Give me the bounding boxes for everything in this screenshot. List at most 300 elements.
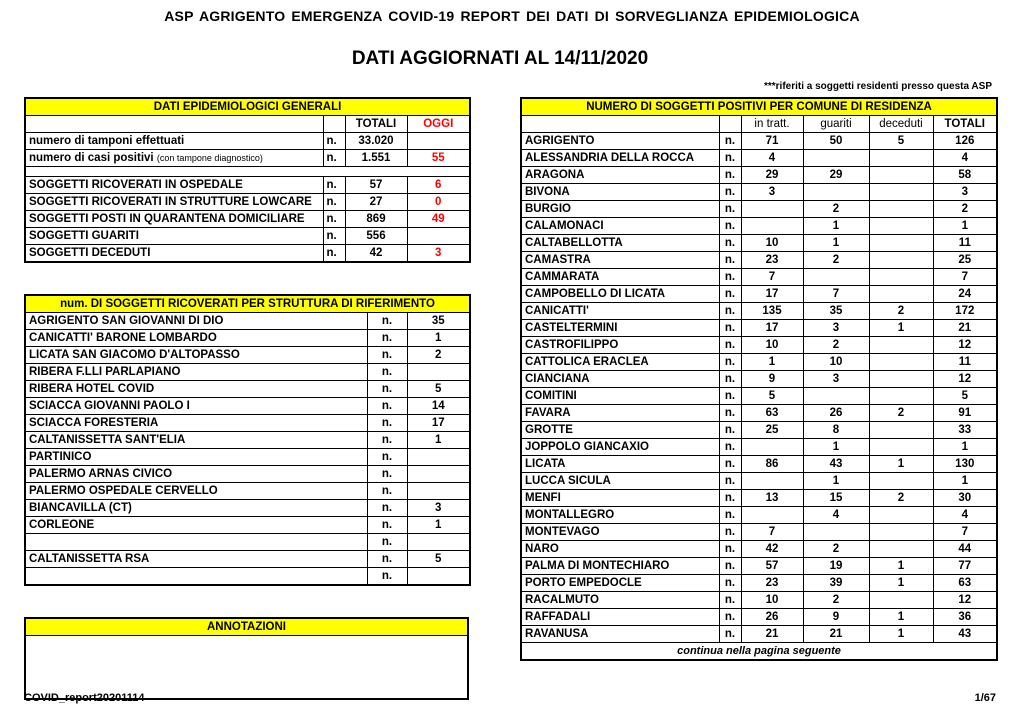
- deceased-value: [869, 388, 933, 405]
- row-label-text: SOGGETTI POSTI IN QUARANTENA DOMICILIARE: [29, 213, 305, 225]
- municipality-name: RAVANUSA: [521, 626, 719, 643]
- municipality-row: [521, 575, 997, 592]
- deceased-value: 1: [869, 320, 933, 337]
- structure-row: [25, 568, 470, 586]
- total-value: 1: [933, 439, 997, 456]
- recovered-value: 1: [803, 235, 869, 252]
- deceased-value: 2: [869, 303, 933, 320]
- structure-name: RIBERA HOTEL COVID: [25, 381, 367, 398]
- unit-label: n.: [719, 422, 741, 439]
- municipality-name: LICATA: [521, 456, 719, 473]
- deceased-value: [869, 592, 933, 609]
- total-value: 11: [933, 235, 997, 252]
- municipality-row: [521, 252, 997, 269]
- total-value: 57: [345, 177, 407, 194]
- general-data-table: [24, 97, 471, 263]
- recovered-value: 2: [803, 541, 869, 558]
- municipality-row: [521, 184, 997, 201]
- unit-label: n.: [719, 473, 741, 490]
- structure-row: [25, 466, 470, 483]
- recovered-value: 1: [803, 218, 869, 235]
- structure-row: [25, 415, 470, 432]
- structure-row: [25, 381, 470, 398]
- recovered-value: 19: [803, 558, 869, 575]
- structure-value: 1: [407, 432, 470, 449]
- total-value: 12: [933, 337, 997, 354]
- unit-label: n.: [719, 150, 741, 167]
- municipality-name: CALAMONACI: [521, 218, 719, 235]
- structure-name: RIBERA F.LLI PARLAPIANO: [25, 364, 367, 381]
- structure-name: SCIACCA GIOVANNI PAOLO I: [25, 398, 367, 415]
- total-value: 36: [933, 609, 997, 626]
- recovered-value: 10: [803, 354, 869, 371]
- in-treatment-value: 21: [741, 626, 803, 643]
- deceased-value: [869, 286, 933, 303]
- total-value: 30: [933, 490, 997, 507]
- in-treatment-value: [741, 507, 803, 524]
- municipality-row: [521, 422, 997, 439]
- municipality-name: RAFFADALI: [521, 609, 719, 626]
- recovered-value: 2: [803, 592, 869, 609]
- structure-row: [25, 500, 470, 517]
- structure-name: CALTANISSETTA RSA: [25, 551, 367, 568]
- general-row-label: [25, 211, 323, 228]
- structure-name: CORLEONE: [25, 517, 367, 534]
- municipality-name: MENFI: [521, 490, 719, 507]
- in-treatment-value: 10: [741, 592, 803, 609]
- recovered-value: 26: [803, 405, 869, 422]
- municipality-name: ALESSANDRIA DELLA ROCCA: [521, 150, 719, 167]
- deceased-value: 2: [869, 405, 933, 422]
- municipality-row: [521, 133, 997, 150]
- unit-label: n.: [719, 558, 741, 575]
- unit-label: n.: [719, 456, 741, 473]
- structures-table: [24, 294, 471, 586]
- total-value: 63: [933, 575, 997, 592]
- unit-label: n.: [719, 354, 741, 371]
- municipality-name: CAMPOBELLO DI LICATA: [521, 286, 719, 303]
- in-treatment-value: 7: [741, 269, 803, 286]
- in-treatment-value: 3: [741, 184, 803, 201]
- update-date-title: DATI AGGIORNATI AL 14/11/2020: [351, 48, 649, 69]
- unit-label: n.: [719, 592, 741, 609]
- municipality-row: [521, 490, 997, 507]
- general-row-label: [25, 245, 323, 263]
- unit-label: n.: [367, 449, 407, 466]
- recovered-value: 8: [803, 422, 869, 439]
- in-treatment-value: 71: [741, 133, 803, 150]
- unit-label: n.: [719, 388, 741, 405]
- municipality-row: [521, 371, 997, 388]
- row-label-text: SOGGETTI RICOVERATI IN STRUTTURE LOWCARE: [29, 196, 312, 208]
- in-treatment-value: 1: [741, 354, 803, 371]
- municipality-name: CIANCIANA: [521, 371, 719, 388]
- total-value: 1: [933, 473, 997, 490]
- unit-label: n.: [367, 398, 407, 415]
- recovered-value: 21: [803, 626, 869, 643]
- municipality-name: AGRIGENTO: [521, 133, 719, 150]
- unit-label: n.: [323, 194, 345, 211]
- today-value: [407, 133, 470, 150]
- recovered-value: 1: [803, 473, 869, 490]
- in-treatment-value: 135: [741, 303, 803, 320]
- general-row: [25, 177, 470, 194]
- recovered-value: [803, 184, 869, 201]
- col-guariti-header: guariti: [803, 116, 869, 133]
- today-value: 55: [407, 150, 470, 167]
- municipality-name: CANICATTI': [521, 303, 719, 320]
- structure-value: [407, 466, 470, 483]
- structure-name: CANICATTI' BARONE LOMBARDO: [25, 330, 367, 347]
- deceased-value: [869, 201, 933, 218]
- deceased-value: 1: [869, 609, 933, 626]
- unit-label: n.: [719, 371, 741, 388]
- structure-row: [25, 534, 470, 551]
- structure-name: CALTANISSETTA SANT'ELIA: [25, 432, 367, 449]
- in-treatment-value: [741, 218, 803, 235]
- recovered-value: 43: [803, 456, 869, 473]
- total-value: 130: [933, 456, 997, 473]
- total-value: 869: [345, 211, 407, 228]
- total-value: 1.551: [345, 150, 407, 167]
- unit-label: n.: [719, 439, 741, 456]
- total-value: 77: [933, 558, 997, 575]
- total-value: 33.020: [345, 133, 407, 150]
- deceased-value: [869, 235, 933, 252]
- structure-value: 3: [407, 500, 470, 517]
- deceased-value: [869, 184, 933, 201]
- unit-label: n.: [367, 330, 407, 347]
- municipality-name: MONTEVAGO: [521, 524, 719, 541]
- total-value: 4: [933, 507, 997, 524]
- structure-value: [407, 534, 470, 551]
- deceased-value: 1: [869, 626, 933, 643]
- unit-label: n.: [719, 337, 741, 354]
- total-value: 21: [933, 320, 997, 337]
- in-treatment-value: 25: [741, 422, 803, 439]
- recovered-value: [803, 150, 869, 167]
- structure-value: 14: [407, 398, 470, 415]
- unit-label: n.: [323, 211, 345, 228]
- unit-label: n.: [719, 235, 741, 252]
- total-value: 11: [933, 354, 997, 371]
- unit-label: n.: [719, 303, 741, 320]
- unit-label: n.: [367, 500, 407, 517]
- municipality-row: [521, 592, 997, 609]
- structure-name: SCIACCA FORESTERIA: [25, 415, 367, 432]
- recovered-value: 1: [803, 439, 869, 456]
- unit-label: n.: [719, 541, 741, 558]
- col-in-tratt-header: in tratt.: [741, 116, 803, 133]
- in-treatment-value: 13: [741, 490, 803, 507]
- row-label-text: SOGGETTI DECEDUTI: [29, 247, 151, 259]
- structure-row: [25, 398, 470, 415]
- unit-label: n.: [367, 364, 407, 381]
- municipality-row: [521, 303, 997, 320]
- unit-label: n.: [367, 534, 407, 551]
- general-data-title: DATI EPIDEMIOLOGICI GENERALI: [25, 98, 470, 116]
- total-value: 25: [933, 252, 997, 269]
- recovered-value: 15: [803, 490, 869, 507]
- in-treatment-value: 63: [741, 405, 803, 422]
- municipality-row: [521, 201, 997, 218]
- annotations-table: [24, 617, 469, 700]
- total-value: 27: [345, 194, 407, 211]
- unit-label: n.: [719, 609, 741, 626]
- in-treatment-value: 23: [741, 252, 803, 269]
- structure-value: 5: [407, 551, 470, 568]
- unit-label: n.: [719, 201, 741, 218]
- structure-row: [25, 330, 470, 347]
- unit-label: n.: [719, 320, 741, 337]
- row-label-text: SOGGETTI GUARITI: [29, 230, 139, 242]
- today-value: 6: [407, 177, 470, 194]
- recovered-value: 9: [803, 609, 869, 626]
- general-row: [25, 245, 470, 263]
- municipality-name: NARO: [521, 541, 719, 558]
- total-value: 43: [933, 626, 997, 643]
- unit-label: n.: [719, 269, 741, 286]
- municipality-row: [521, 337, 997, 354]
- row-label-subtext: (con tampone diagnostico): [156, 153, 263, 163]
- in-treatment-value: 10: [741, 235, 803, 252]
- structure-value: 1: [407, 330, 470, 347]
- unit-label: n.: [719, 405, 741, 422]
- deceased-value: [869, 252, 933, 269]
- residents-note: ***riferiti a soggetti residenti presso questa ASP: [763, 81, 992, 92]
- structure-row: [25, 551, 470, 568]
- deceased-value: [869, 541, 933, 558]
- general-row: [25, 211, 470, 228]
- in-treatment-value: 17: [741, 320, 803, 337]
- total-value: 7: [933, 269, 997, 286]
- today-value: 0: [407, 194, 470, 211]
- in-treatment-value: 5: [741, 388, 803, 405]
- general-row-label: [25, 194, 323, 211]
- structure-value: [407, 364, 470, 381]
- municipality-row: [521, 626, 997, 643]
- municipality-name: CAMMARATA: [521, 269, 719, 286]
- total-value: 4: [933, 150, 997, 167]
- recovered-value: 3: [803, 320, 869, 337]
- municipality-name: MONTALLEGRO: [521, 507, 719, 524]
- unit-label: n.: [323, 150, 345, 167]
- municipality-row: [521, 320, 997, 337]
- spacer-row: [25, 167, 470, 177]
- municipality-row: [521, 439, 997, 456]
- recovered-value: 29: [803, 167, 869, 184]
- recovered-value: 2: [803, 201, 869, 218]
- total-value: 44: [933, 541, 997, 558]
- unit-label: n.: [367, 381, 407, 398]
- row-label-text: SOGGETTI RICOVERATI IN OSPEDALE: [29, 179, 243, 191]
- structure-value: 2: [407, 347, 470, 364]
- in-treatment-value: 7: [741, 524, 803, 541]
- structure-row: [25, 449, 470, 466]
- recovered-value: [803, 524, 869, 541]
- deceased-value: 1: [869, 456, 933, 473]
- municipality-name: GROTTE: [521, 422, 719, 439]
- structure-name: AGRIGENTO SAN GIOVANNI DI DIO: [25, 313, 367, 330]
- structures-title: num. DI SOGGETTI RICOVERATI PER STRUTTURA DI RIFERIMENTO: [25, 295, 470, 313]
- unit-label: n.: [367, 415, 407, 432]
- municipality-name: PORTO EMPEDOCLE: [521, 575, 719, 592]
- footer-page-number: 1/67: [974, 692, 996, 704]
- in-treatment-value: 10: [741, 337, 803, 354]
- municipality-name: CAMASTRA: [521, 252, 719, 269]
- municipality-row: [521, 524, 997, 541]
- today-value: [407, 228, 470, 245]
- unit-label: n.: [719, 507, 741, 524]
- municipality-row: [521, 558, 997, 575]
- municipality-name: PALMA DI MONTECHIARO: [521, 558, 719, 575]
- municipality-name: CATTOLICA ERACLEA: [521, 354, 719, 371]
- municipality-name: CASTELTERMINI: [521, 320, 719, 337]
- municipality-name: BIVONA: [521, 184, 719, 201]
- in-treatment-value: [741, 439, 803, 456]
- general-row-label: [25, 133, 323, 150]
- total-value: 5: [933, 388, 997, 405]
- deceased-value: [869, 337, 933, 354]
- structure-row: [25, 517, 470, 534]
- general-row-label: [25, 177, 323, 194]
- in-treatment-value: 42: [741, 541, 803, 558]
- unit-label: n.: [323, 177, 345, 194]
- deceased-value: [869, 150, 933, 167]
- unit-label: n.: [367, 347, 407, 364]
- deceased-value: [869, 218, 933, 235]
- deceased-value: 2: [869, 490, 933, 507]
- recovered-value: 50: [803, 133, 869, 150]
- structure-name: PALERMO OSPEDALE CERVELLO: [25, 483, 367, 500]
- footer-filename: COVID_report20201114: [24, 692, 145, 704]
- structure-name: PALERMO ARNAS CIVICO: [25, 466, 367, 483]
- deceased-value: 1: [869, 575, 933, 592]
- row-label-text: numero di tamponi effettuati: [29, 135, 185, 147]
- structure-name: [25, 534, 367, 551]
- recovered-value: [803, 269, 869, 286]
- total-value: 1: [933, 218, 997, 235]
- total-value: 58: [933, 167, 997, 184]
- structure-row: [25, 347, 470, 364]
- annotations-title: ANNOTAZIONI: [25, 618, 468, 636]
- col-deceduti-header: deceduti: [869, 116, 933, 133]
- municipality-name: BURGIO: [521, 201, 719, 218]
- general-row: [25, 150, 470, 167]
- municipality-row: [521, 167, 997, 184]
- in-treatment-value: 57: [741, 558, 803, 575]
- deceased-value: [869, 269, 933, 286]
- total-value: 172: [933, 303, 997, 320]
- municipality-name: LUCCA SICULA: [521, 473, 719, 490]
- municipality-row: [521, 235, 997, 252]
- structure-row: [25, 483, 470, 500]
- recovered-value: 39: [803, 575, 869, 592]
- total-value: 126: [933, 133, 997, 150]
- total-value: 12: [933, 371, 997, 388]
- municipality-row: [521, 286, 997, 303]
- in-treatment-value: [741, 473, 803, 490]
- continue-note: continua nella pagina seguente: [521, 643, 997, 661]
- unit-label: n.: [719, 524, 741, 541]
- unit-label: n.: [719, 252, 741, 269]
- in-treatment-value: 23: [741, 575, 803, 592]
- municipality-row: [521, 507, 997, 524]
- municipality-row: [521, 218, 997, 235]
- municipalities-table: [520, 97, 998, 661]
- structure-row: [25, 364, 470, 381]
- municipality-row: [521, 388, 997, 405]
- unit-label: n.: [323, 133, 345, 150]
- municipality-row: [521, 541, 997, 558]
- in-treatment-value: 29: [741, 167, 803, 184]
- in-treatment-value: 17: [741, 286, 803, 303]
- recovered-value: 7: [803, 286, 869, 303]
- structure-name: BIANCAVILLA (CT): [25, 500, 367, 517]
- unit-label: n.: [719, 167, 741, 184]
- unit-label: n.: [719, 626, 741, 643]
- recovered-value: 4: [803, 507, 869, 524]
- unit-label: n.: [367, 551, 407, 568]
- unit-label: n.: [367, 313, 407, 330]
- structure-value: 5: [407, 381, 470, 398]
- general-row: [25, 133, 470, 150]
- structure-value: 17: [407, 415, 470, 432]
- in-treatment-value: 4: [741, 150, 803, 167]
- total-value: 12: [933, 592, 997, 609]
- municipality-row: [521, 456, 997, 473]
- row-label-text: numero di casi positivi: [29, 152, 154, 164]
- annotations-body: [25, 636, 468, 700]
- municipality-row: [521, 150, 997, 167]
- unit-label: n.: [719, 218, 741, 235]
- municipality-name: FAVARA: [521, 405, 719, 422]
- municipality-row: [521, 473, 997, 490]
- total-value: 3: [933, 184, 997, 201]
- col-totali-header: TOTALI: [933, 116, 997, 133]
- deceased-value: 1: [869, 558, 933, 575]
- recovered-value: [803, 388, 869, 405]
- municipality-row: [521, 269, 997, 286]
- unit-label: n.: [323, 228, 345, 245]
- deceased-value: [869, 473, 933, 490]
- unit-label: n.: [719, 286, 741, 303]
- deceased-value: [869, 371, 933, 388]
- structure-value: [407, 449, 470, 466]
- today-value: 3: [407, 245, 470, 263]
- structure-name: [25, 568, 367, 586]
- total-value: 91: [933, 405, 997, 422]
- municipalities-title: NUMERO DI SOGGETTI POSITIVI PER COMUNE DI RESIDENZA: [521, 98, 997, 116]
- structure-value: 35: [407, 313, 470, 330]
- municipality-name: COMITINI: [521, 388, 719, 405]
- total-value: 33: [933, 422, 997, 439]
- col-oggi-header: OGGI: [407, 116, 470, 133]
- municipality-name: CASTROFILIPPO: [521, 337, 719, 354]
- unit-label: n.: [719, 133, 741, 150]
- deceased-value: [869, 167, 933, 184]
- unit-label: n.: [367, 432, 407, 449]
- municipality-row: [521, 354, 997, 371]
- unit-label: n.: [323, 245, 345, 263]
- structure-row: [25, 313, 470, 330]
- municipality-row: [521, 609, 997, 626]
- structure-value: [407, 483, 470, 500]
- deceased-value: [869, 354, 933, 371]
- recovered-value: 3: [803, 371, 869, 388]
- unit-label: n.: [367, 466, 407, 483]
- general-row-label: [25, 150, 323, 167]
